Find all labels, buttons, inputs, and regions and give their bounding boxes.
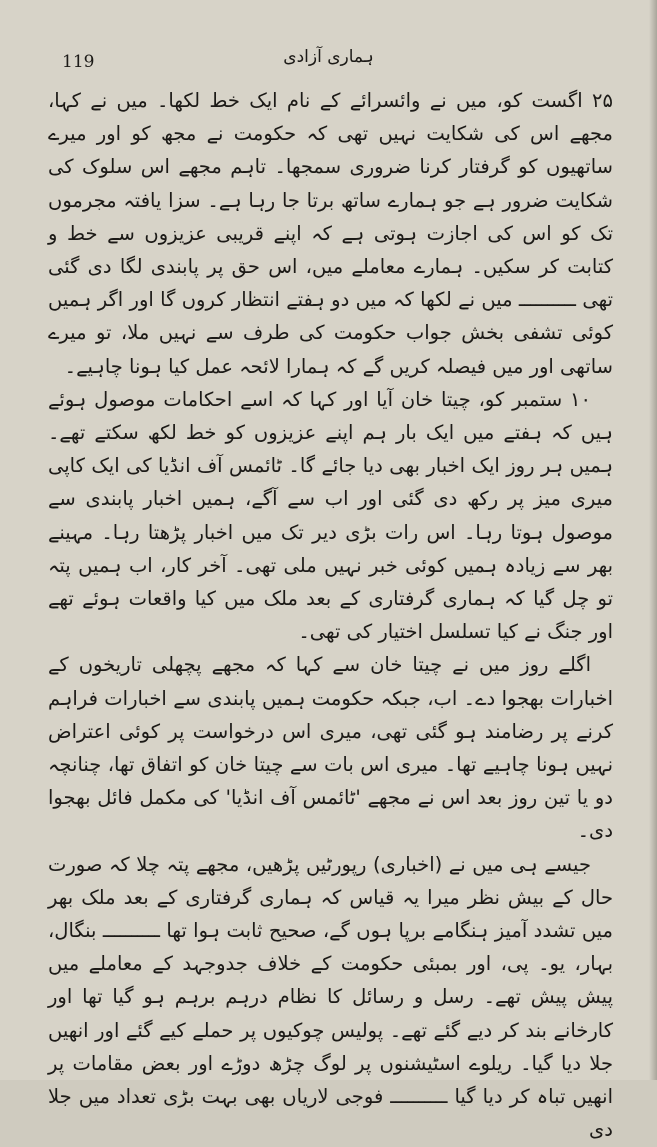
paragraph-newspapers-allowed: ۱۰ ستمبر کو، چیتا خان آیا اور کہا کہ اسے احکامات موصول ہوئے ہیں کہ ہفتے میں ایک بار ہم اپنے عزیزوں کو خط لکھ سکتے تھے۔ ہمیں ہر روز ایک اخبار بھی دیا جائے گا۔ ٹائمس آف انڈیا کی ایک کاپی میری میز پر رکھ دی گئی اور اب سے آگے، ہمیں اخبار پابندی سے موصول ہوتا رہا۔ اس رات بڑی دیر تک میں اخبار پڑھتا رہا۔ مہینے بھر سے زیادہ ہمیں کوئی خبر نہیں ملی تھی۔ آخر کار، اب ہمیں پتہ تو چل گیا کہ ہماری گرفتاری کے بعد ملک میں کیا واقعات ہوئے تھے اور جنگ نے کیا تسلسل اختیار کی تھی۔ [48, 387, 613, 644]
page-edge-shadow [649, 0, 657, 1080]
paragraph-back-issues-request: اگلے روز میں نے چیتا خان سے کہا کہ مجھے پچھلی تاریخوں کے اخبارات بھجوا دے۔ اب، جبکہ حکومت ہمیں پابندی سے اخبارات فراہم کرنے پر رضامند ہو گئی تھی، میری اس درخواست پر کوئی اعتراض نہیں ہونا چاہیے تھا۔ میری اس بات سے چیتا خان کو اتفاق تھا، چنانچہ دو یا تین روز بعد اس نے مجھے 'ٹائمس آف انڈیا' کی مکمل فائل بھجوا دی۔ [48, 653, 613, 843]
running-head: ہماری آزادی [283, 47, 374, 67]
paragraph-news-reports: جیسے ہی میں نے (اخباری) رپورٹیں پڑھیں، مجھے پتہ چلا کہ صورت حال کے بیش نظر میرا یہ قیاس کہ ہماری گرفتاری کے بعد ملک بھر میں تشدد آمیز ہنگامے برپا ہوں گے، صحیح ثابت ہوا تھا ــــــــــ بنگال، بہار، یو۔ پی، اور بمبئی حکومت کے خلاف جدوجہد کے معاملے میں پیش پیش تھے۔ رسل و رسائل کا نظام درہم برہم ہو گیا تھا اور کارخانے بند کر دیے گئے تھے۔ پولیس چوکیوں پر حملے کیے گئے اور انھیں جلا دیا گیا۔ ریلوے اسٹیشنوں پر لوگ چڑھ دوڑے اور بعض مقامات پر انھیں تباہ کر دیا گیا ــــــــــ فوجی لاریاں بھی بہت بڑی تعداد میں جلا دی [48, 852, 613, 1142]
body-text [48, 84, 613, 1147]
page-number: 119 [62, 52, 95, 72]
paragraph-letter-to-viceroy: ۲۵ اگست کو، میں نے وائسرائے کے نام ایک خط لکھا۔ میں نے کہا، مجھے اس کی شکایت نہیں تھی کہ حکومت نے مجھ کو اور میرے ساتھیوں کو گرفتار کرنا ضروری سمجھا۔ تاہم مجھے اس سلوک کی شکایت ضرور ہے جو ہمارے ساتھ برتا جا رہا ہے۔ سزا یافتہ مجرموں تک کو اس کی اجازت ہوتی ہے کہ اپنے قریبی عزیزوں سے خط و کتابت کر سکیں۔ ہمارے معاملے میں، اس حق پر پابندی لگا دی گئی تھی ــــــــــ میں نے لکھا کہ میں دو ہفتے انتظار کروں گا اور اگر ہمیں کوئی تشفی بخش جواب حکومت کی طرف سے نہیں ملا، تو میرے ساتھی اور میں فیصلہ کریں گے کہ ہمارا لائحہ عمل کیا ہونا چاہیے۔ [48, 89, 613, 378]
